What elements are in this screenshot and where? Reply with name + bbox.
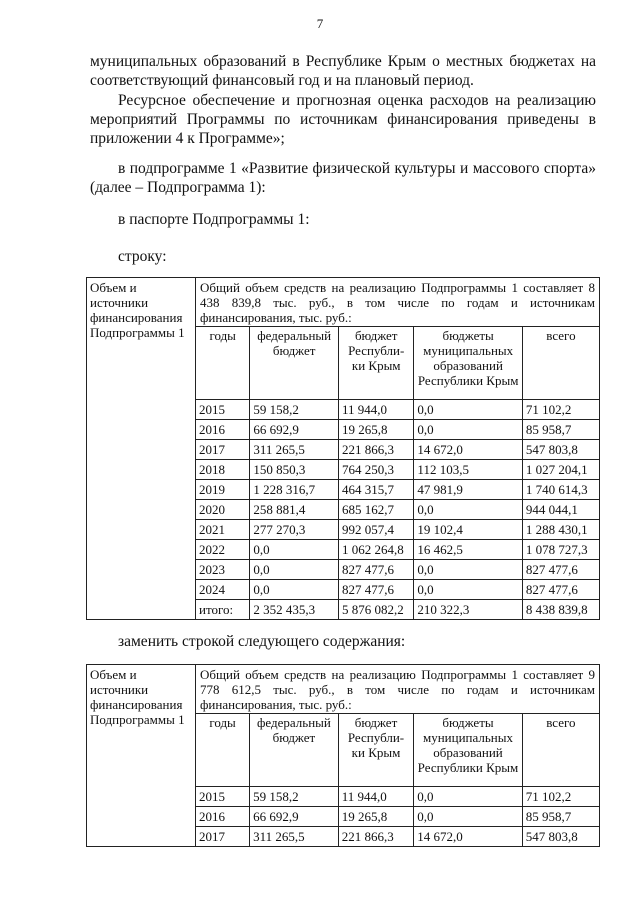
table-row [196,480,599,500]
table-summary: Общий объем средств на реализацию Подпрограммы 1 составляет 9 778 612,5 тыс. руб., в том числе по годам и источникам финансирования, тыс. руб.: [200,667,595,712]
table-cell: итого: [196,600,250,620]
header-cell: федеральный бюджет [250,327,339,400]
table-cell: 14 672,0 [414,827,523,847]
table-cell: 2024 [196,580,250,600]
table-cell: 311 265,5 [250,440,339,460]
table-cell: 66 692,9 [250,807,339,827]
table-row [196,440,599,460]
table-row-total [196,600,599,620]
table-cell: 827 477,6 [522,580,599,600]
paragraph-2-line-2: мероприятий Программы по источникам финансирования приведены в [90,111,596,128]
table-cell: 19 102,4 [414,520,522,540]
table-row [196,500,599,520]
table-cell: 2023 [196,560,250,580]
table-summary: Общий объем средств на реализацию Подпрограммы 1 составляет 8 438 839,8 тыс. руб., в том числе по годам и источникам финансирования, тыс. руб.: [200,280,595,325]
table-row [196,420,599,440]
table-cell: 19 265,8 [339,420,414,440]
passport-table-new [86,664,600,847]
table-cell: 0,0 [414,580,522,600]
header-cell: всего [522,714,599,787]
table-cell: 66 692,9 [250,420,339,440]
header-cell: бюджет Республи-ки Крым [339,327,414,400]
table-label: Объем и источники финансирования Подпрограммы 1 [87,665,196,847]
table-cell: 2017 [196,827,250,847]
table-cell: 2016 [196,420,250,440]
table-cell: 2017 [196,440,250,460]
header-cell: бюджеты муниципальных образований Республики Крым [414,327,522,400]
table-cell: 221 866,3 [338,827,413,847]
table-cell: 2015 [196,400,250,420]
paragraph-3-line-2: (далее – Подпрограмма 1): [90,179,266,196]
table-cell: 0,0 [250,580,339,600]
paragraph-2-line-3: приложении 4 к Программе»; [90,130,285,147]
table-cell: 1 027 204,1 [522,460,599,480]
table-cell: 685 162,7 [339,500,414,520]
paragraph-6: заменить строкой следующего содержания: [118,633,406,650]
table-cell: 59 158,2 [250,787,339,807]
table-cell: 2016 [196,807,250,827]
table-label: Объем и источники финансирования Подпрограммы 1 [87,278,196,620]
table-cell: 47 981,9 [414,480,522,500]
table-row [196,520,599,540]
table-row [196,787,599,807]
budget-table [196,326,599,619]
header-cell: федеральный бюджет [250,714,339,787]
table-cell: 59 158,2 [250,400,339,420]
header-cell: годы [196,327,250,400]
table-cell: 0,0 [414,500,522,520]
table-cell: 0,0 [250,540,339,560]
table-cell: 764 250,3 [339,460,414,480]
table-cell: 0,0 [414,807,523,827]
table-cell: 258 881,4 [250,500,339,520]
table-cell: 311 265,5 [250,827,339,847]
table-cell: 0,0 [414,787,523,807]
paragraph-3-line-1: в подпрограмме 1 «Развитие физической культуры и массового спорта» [118,160,596,177]
table-cell: 1 078 727,3 [522,540,599,560]
table-cell: 0,0 [250,560,339,580]
header-cell: бюджет Республи-ки Крым [338,714,413,787]
table-cell: 85 958,7 [522,807,599,827]
passport-table-old [86,277,600,620]
table-cell: 5 876 082,2 [339,600,414,620]
table-row [196,400,599,420]
table-cell: 0,0 [414,560,522,580]
table-cell: 11 944,0 [339,400,414,420]
table-cell: 150 850,3 [250,460,339,480]
budget-table [196,713,599,846]
table-row [196,580,599,600]
table-cell: 85 958,7 [522,420,599,440]
table-cell: 2015 [196,787,250,807]
table-cell: 2018 [196,460,250,480]
table-row [196,807,599,827]
table-cell: 1 062 264,8 [339,540,414,560]
table-cell: 827 477,6 [522,560,599,580]
table-cell: 547 803,8 [522,440,599,460]
table-cell: 1 288 430,1 [522,520,599,540]
table-cell: 221 866,3 [339,440,414,460]
table-cell: 0,0 [414,420,522,440]
table-cell: 14 672,0 [414,440,522,460]
table-cell: 112 103,5 [414,460,522,480]
table-cell: 8 438 839,8 [522,600,599,620]
paragraph-1-line-1: муниципальных образований в Республике Крым о местных бюджетах на [90,53,596,70]
table-cell: 827 477,6 [339,580,414,600]
table-cell: 547 803,8 [522,827,599,847]
table-cell: 277 270,3 [250,520,339,540]
table-cell: 11 944,0 [338,787,413,807]
table-row [196,560,599,580]
header-cell: годы [196,714,250,787]
table-cell: 992 057,4 [339,520,414,540]
page-number: 7 [316,16,324,31]
table-cell: 827 477,6 [339,560,414,580]
header-cell: всего [522,327,599,400]
table-cell: 19 265,8 [338,807,413,827]
table-row [196,540,599,560]
table-cell: 2021 [196,520,250,540]
table-cell: 2 352 435,3 [250,600,339,620]
table-cell: 2020 [196,500,250,520]
header-cell: бюджеты муниципальных образований Республики Крым [414,714,523,787]
table-cell: 16 462,5 [414,540,522,560]
table-cell: 210 322,3 [414,600,522,620]
table-cell: 464 315,7 [339,480,414,500]
paragraph-2-line-1: Ресурсное обеспечение и прогнозная оценка расходов на реализацию [118,92,596,109]
paragraph-1-line-2: соответствующий финансовый год и на плановый период. [90,72,474,89]
table-cell: 1 228 316,7 [250,480,339,500]
paragraph-4: в паспорте Подпрограммы 1: [118,211,310,228]
table-cell: 71 102,2 [522,400,599,420]
table-row [196,460,599,480]
table-cell: 2019 [196,480,250,500]
paragraph-5: строку: [118,248,167,265]
table-cell: 1 740 614,3 [522,480,599,500]
table-cell: 0,0 [414,400,522,420]
table-cell: 2022 [196,540,250,560]
table-cell: 71 102,2 [522,787,599,807]
table-cell: 944 044,1 [522,500,599,520]
table-row [196,827,599,847]
